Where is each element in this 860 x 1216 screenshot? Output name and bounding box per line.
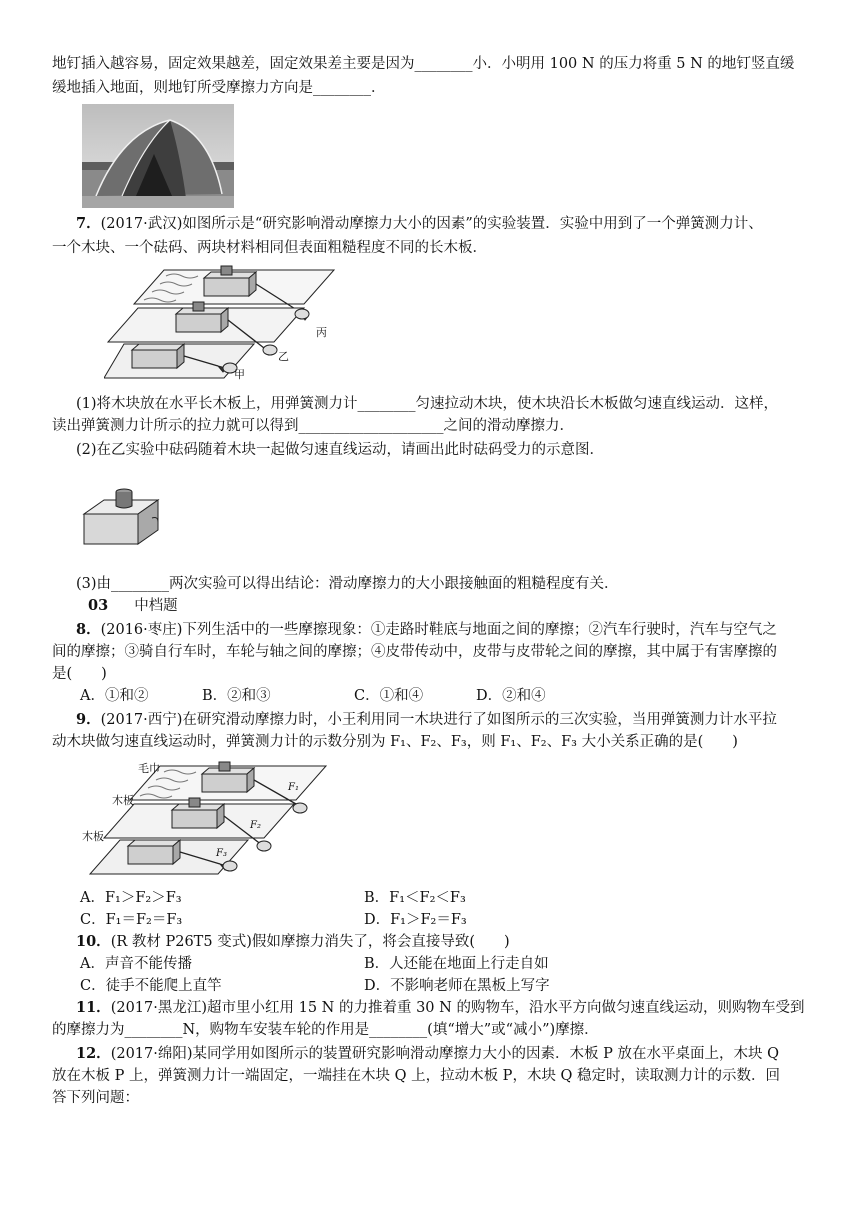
q9-label-board-1: 木板 — [112, 794, 134, 807]
section-title: 中档题 — [134, 598, 178, 614]
q7-part2: (2)在乙实验中砝码随着木块一起做匀速直线运动，请画出此时砝码受力的示意图． — [76, 442, 605, 458]
q7-number: 7． — [76, 215, 101, 232]
q10-option-b: B．人还能在地面上行走自如 — [364, 956, 549, 972]
q12-stem: (2017·绵阳)某同学用如图所示的装置研究影响滑动摩擦力大小的因素．木板 P 放在水平桌面上，木块 Q — [110, 1046, 779, 1062]
q7-part1-line2: 读出弹簧测力计所示的拉力就可以得到____________________之间的滑动摩擦力． — [52, 418, 574, 434]
q9-option-d: D．F₁＞F₂＝F₃ — [364, 912, 467, 928]
q11-number: 11． — [76, 999, 111, 1016]
q12-text-3: 答下列问题： — [52, 1090, 139, 1106]
q11-text-2: 的摩擦力为________N，购物车安装车轮的作用是________(填“增大”或“减小”)摩擦． — [52, 1022, 599, 1038]
q9-text-2: 动木块做匀速直线运动时，弹簧测力计的示数分别为 F₁、F₂、F₃，则 F₁、F₂、F₃ 大小关系正确的是( ) — [52, 734, 738, 750]
q9-option-a: A．F₁＞F₂＞F₃ — [80, 890, 182, 906]
q11-stem: (2017·黑龙江)超市里小红用 15 N 的力推着重 30 N 的购物车，沿水平方向做匀速直线运动，则购物车受到 — [110, 1000, 805, 1016]
tent-photo — [82, 104, 234, 208]
q8-option-c: C．①和④ — [354, 688, 424, 704]
q9-label-f1: F₁ — [288, 782, 299, 793]
q7-block-figure — [80, 488, 166, 556]
section-number: 03 — [88, 597, 109, 614]
q7-text-1 — [76, 214, 763, 234]
q10-option-c: C．徒手不能爬上直竿 — [80, 978, 222, 994]
q9-label-board-2: 木板 — [82, 830, 104, 843]
q11-text-1 — [76, 998, 804, 1018]
q9-option-b: B．F₁＜F₂＜F₃ — [364, 890, 466, 906]
q8-text-2: 间的摩擦；③骑自行车时，车轮与轴之间的摩擦；④皮带传动中，皮带与皮带轮之间的摩擦，其中属于有害摩擦的 — [52, 644, 777, 660]
q10-number: 10． — [76, 933, 111, 950]
q9-label-f3: F₃ — [216, 848, 227, 859]
q9-text-1 — [76, 710, 777, 730]
q9-figure — [80, 758, 330, 884]
q8-option-d: D．②和④ — [476, 688, 546, 704]
intro-line-2: 缓地插入地面，则地钉所受摩擦力方向是________． — [52, 80, 386, 96]
q7-part3: (3)由________两次实验可以得出结论：滑动摩擦力的大小跟接触面的粗糙程度有关． — [76, 576, 619, 592]
q7-stem: (2017·武汉)如图所示是“研究影响滑动摩擦力大小的因素”的实验装置．实验中用到了一个弹簧测力计、 — [100, 216, 763, 232]
q7-label-yi: 乙 — [278, 350, 289, 363]
q8-number: 8． — [76, 621, 101, 638]
q9-number: 9． — [76, 711, 101, 728]
q7-part1-line1: (1)将木块放在水平长木板上，用弹簧测力计________匀速拉动木块，使木块沿长木板做匀速直线运动．这样， — [76, 396, 779, 412]
q10-option-a: A．声音不能传播 — [80, 956, 192, 972]
q10-text-1 — [76, 932, 510, 952]
q7-label-jia: 甲 — [234, 368, 245, 381]
q7-text-2: 一个木块、一个砝码、两块材料相同但表面粗糙程度不同的长木板． — [52, 240, 487, 256]
q8-option-a: A．①和② — [80, 688, 149, 704]
q9-option-c: C．F₁＝F₂＝F₃ — [80, 912, 183, 928]
intro-line-1: 地钉插入越容易，固定效果越差，固定效果差主要是因为________小．小明用 100 N 的压力将重 5 N 的地钉竖直缓 — [52, 56, 795, 72]
section-header — [88, 596, 178, 616]
q8-text-3: 是( ) — [52, 666, 107, 682]
q9-label-towel: 毛巾 — [138, 762, 160, 775]
q7-figure — [104, 262, 344, 388]
q8-text-1 — [76, 620, 777, 640]
q10-option-d: D．不影响老师在黑板上写字 — [364, 978, 550, 994]
q10-stem: (R 教材 P26T5 变式)假如摩擦力消失了，将会直接导致( ) — [110, 934, 510, 950]
q12-text-1 — [76, 1044, 779, 1064]
q7-label-bing: 丙 — [316, 326, 327, 339]
q12-number: 12． — [76, 1045, 111, 1062]
q9-stem: (2017·西宁)在研究滑动摩擦力时，小王利用同一木块进行了如图所示的三次实验，当用弹簧测力计水平拉 — [100, 712, 777, 728]
q9-label-f2: F₂ — [250, 820, 261, 831]
q12-text-2: 放在木板 P 上，弹簧测力计一端固定，一端挂在木块 Q 上，拉动木板 P，木块 Q 稳定时，读取测力计的示数．回 — [52, 1068, 781, 1084]
q8-stem: (2016·枣庄)下列生活中的一些摩擦现象：①走路时鞋底与地面之间的摩擦；②汽车行驶时，汽车与空气之 — [100, 622, 777, 638]
q8-option-b: B．②和③ — [202, 688, 271, 704]
